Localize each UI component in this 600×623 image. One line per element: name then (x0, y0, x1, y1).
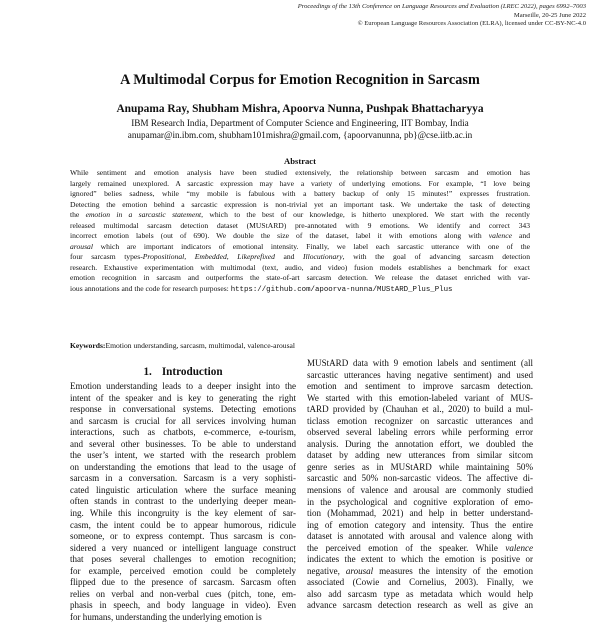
abstract-line: ious annotations and the code for research purposes: (70, 284, 231, 294)
abstract-line-last (70, 284, 530, 296)
text-line: sarcastic and 50% non-sarcastic videos. The affective di- (307, 473, 533, 484)
affiliation-emails: anupamar@in.ibm.com, shubham101mishra@gmail.com, {apoorvanunna, pb}@cse.iitb.ac.in (127, 129, 473, 140)
keywords-text: Emotion understanding, sarcasm, multimodal, valence-arousal (105, 341, 296, 350)
text-line: genre series as in MUStARD while maintaining 50% (307, 461, 533, 472)
text-line: the user’s intent, we started with the research problem (70, 450, 296, 461)
text-line: We started with this emotion-labeled variant of MUS- (307, 392, 533, 403)
text-line: for humans, understanding the underlying emotion is (70, 611, 262, 622)
text-line: intent of the speaker and is key to generating the right (70, 392, 296, 403)
text-line: MUStARD data with 9 emotion labels and sentiment (all (307, 358, 533, 368)
text-line: interactions, such as chatbots, e-commerce, e-tourism, (70, 427, 296, 438)
header-license: © European Language Resources Association (ELRA), licensed under CC-BY-NC-4.0 (357, 20, 586, 28)
keywords-label: Keywords: (70, 341, 106, 350)
text-line: associated (Cowie and Cornelius, 2003). Finally, we (307, 577, 533, 588)
abstract-heading: Abstract (284, 156, 316, 166)
text-line: ticlass emotion recognizer on sarcastic utterances and (307, 415, 533, 426)
text-line: dataset is annotated with arousal and valence along with (307, 531, 533, 542)
text-line: also add sarcasm type as metadata which would help (307, 588, 533, 599)
dataset-url-link[interactable]: https://github.com/apoorva-nunna/MUStARD_Plus_Plus (230, 286, 453, 295)
text-line: tARD provided by (Chauhan et al., 2020) to build a mul- (307, 404, 533, 415)
abstract-line: the emotion in a sarcastic statement, which to the best of our knowledge, is hitherto unexplored. We start with the recently (70, 210, 530, 220)
text-line: ing of emotion category and intensity. Thus the entire (307, 519, 533, 530)
abstract-line: ignored” belies sadness, while “my mobile is fabulous with a battery backup of only 15 minutes!” expresses frustration. (70, 189, 530, 199)
text-line: advance sarcasm detection research as well as give an (307, 600, 533, 611)
text-line: indicates the extent to which the emotion is positive or (307, 554, 533, 565)
text-line: that poses several challenges to emotion recognition; (70, 554, 296, 565)
text-line: someone, or to express contempt. Thus sarcasm is con- (70, 531, 296, 542)
abstract-line: emotion recognition in sarcasm and outperforms the state-of-art sarcasm detection. We release the dataset enriched with var- (70, 273, 530, 283)
text-line: analysis. During the annotation effort, we doubled the (307, 438, 533, 449)
text-line: sidered a very nuanced or intelligent language construct (70, 542, 296, 553)
header-location: Marseille, 20-25 June 2022 (513, 11, 586, 19)
abstract-line: released multimodal sarcasm detection dataset (MUStARD) pre-annotated with 9 emotions. We identify and correct 343 (70, 220, 530, 230)
text-line: observed several labeling errors while performing error (307, 427, 533, 438)
text-line: in the psychological and cognitive exploration of emo- (307, 496, 533, 507)
abstract-line: While sentiment and emotion analysis have been studied extensively, the relationship between sarcasm and emotion has (70, 168, 530, 177)
abstract-line: four sarcasm types-Propositional, Embedded, Likeprefixed and Illocutionary, with the goal of advancing sarcasm detection (70, 252, 531, 262)
section-heading (70, 366, 296, 378)
text-line: emotion and sentiment to improve sarcasm detection. (307, 381, 533, 392)
text-line: for example, perceived emotion could be completely (70, 565, 296, 576)
text-line: sarcasm in a conversation. Sarcasm is a very sophisti- (70, 473, 296, 484)
text-line: cated linguistic articulation where the surface meaning (70, 484, 296, 495)
section-number: 1. (143, 366, 152, 378)
text-line: and several other businesses. To be able to understand (70, 438, 296, 449)
proceedings-header (146, 3, 586, 29)
abstract-body (70, 168, 530, 296)
keywords (70, 341, 530, 351)
text-line: flipped due to the presence of sarcasm. Sarcasm often (70, 577, 296, 588)
author-affiliation (0, 118, 600, 142)
text-line: mensions of valence and arousal are commonly studied (307, 485, 533, 496)
text-line: phasis in speech, and body language in video). Even (70, 600, 296, 611)
right-column-text (307, 358, 533, 612)
left-column-text (70, 381, 296, 623)
abstract-line: Detecting the emotion behind a sarcastic expression is non-trivial yet an important task. We undertake the task of detecting (70, 199, 530, 209)
text-line: and sarcasm is crucial for all services involving human (70, 415, 296, 426)
text-line: ing. While this incongruity is the key element of sar- (70, 508, 296, 519)
abstract-line: incorrect emotion labels (out of 690). We double the size of the dataset, label it with emotions along with valence and (70, 231, 530, 241)
text-line: negative, arousal measures the intensity of the emotion (307, 565, 533, 576)
text-line: tion (Mohammad, 2021) and help in better understand- (307, 508, 533, 519)
abstract-line: largely remained unexplored. A sarcastic expression may have a variety of underlying emotions. For example, “I love being (70, 178, 530, 188)
text-line: casm, the intent could be to appear humorous, ridicule (70, 519, 296, 530)
abstract-line: research. Exhaustive experimentation with multimodal (text, audio, and video) fusion models establishes a benchmark for exact (70, 262, 530, 272)
paper-title: A Multimodal Corpus for Emotion Recognition in Sarcasm (120, 72, 480, 88)
text-line: sarcastic utterances having negative sentiment) and used (307, 369, 533, 380)
affiliation-institution: IBM Research India, Department of Computer Science and Engineering, IIT Bombay, India (131, 118, 469, 128)
paper-authors: Anupama Ray, Shubham Mishra, Apoorva Nunna, Pushpak Bhattacharyya (116, 103, 484, 115)
text-line: Emotion understanding leads to a deeper insight into the (70, 381, 296, 391)
text-line: dataset by adding new utterances from similar sitcom (307, 450, 533, 461)
section-title: Introduction (161, 366, 223, 378)
text-line: the perceived emotion of the speaker. While valence (307, 542, 533, 553)
abstract-line: arousal which are important indicators of emotional intensity. Finally, we label each sarcastic utterance with one of the (70, 241, 530, 251)
text-line: often stands in contrast to the underlying deeper mean- (70, 496, 296, 507)
text-line: relies on verbal and non-verbal cues (pitch, tone, em- (70, 588, 296, 599)
text-line: response in conversational systems. Detecting emotions (70, 404, 296, 415)
text-line: on understanding the emotions that lead to the usage of (70, 461, 296, 472)
header-venue: Proceedings of the 13th Conference on Language Resources and Evaluation (LREC 2022), pages 6992–7003 (297, 3, 586, 10)
